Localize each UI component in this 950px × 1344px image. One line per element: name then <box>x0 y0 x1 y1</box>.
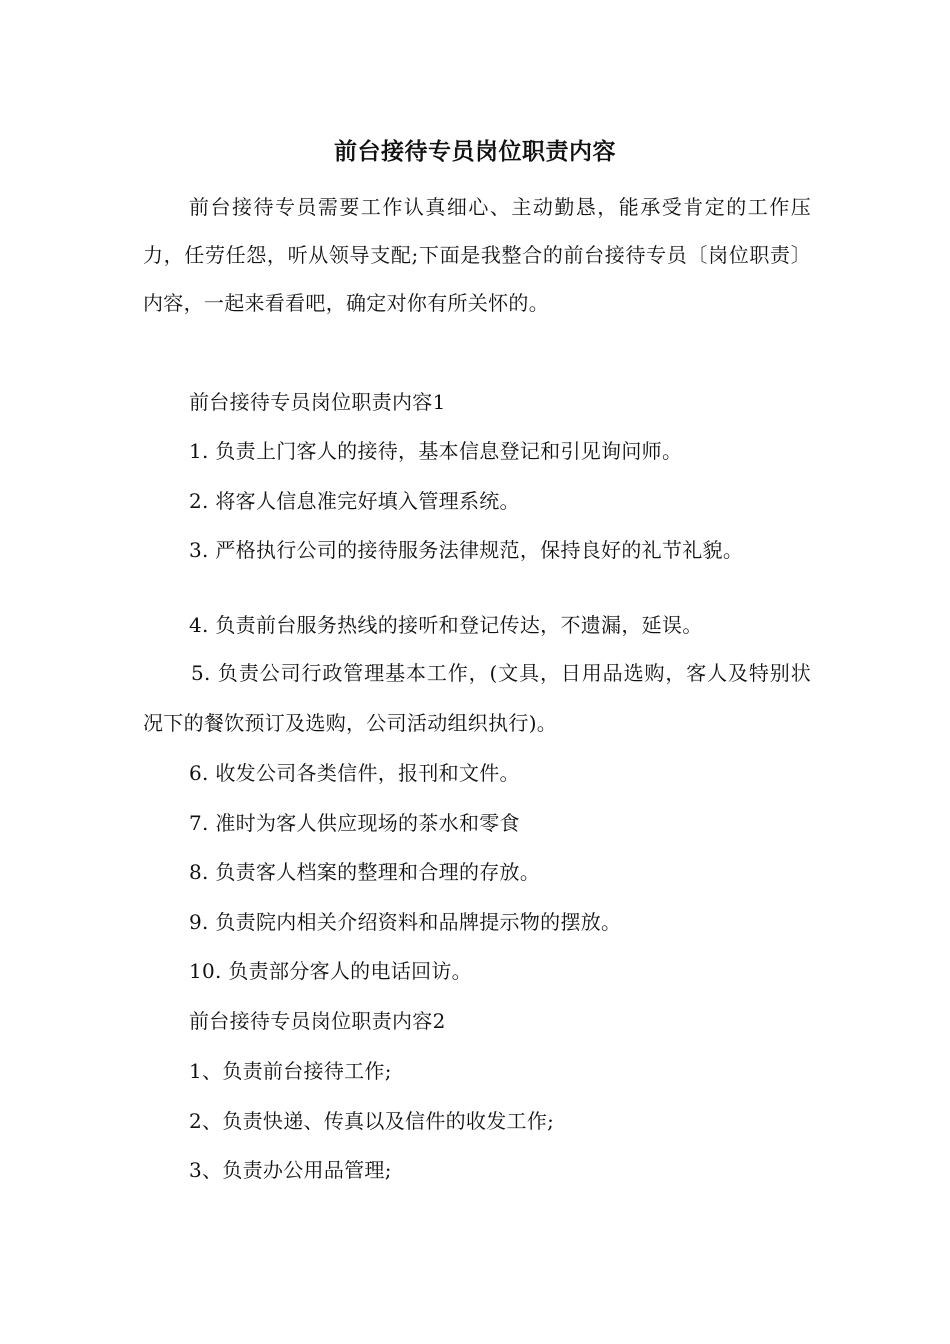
list-item: 5. 负责公司行政管理基本工作，(文具，日用品选购，客人及特别状况下的餐饮预订及选购，公司活动组织执行)。 <box>143 661 811 735</box>
section1-heading: 前台接待专员岗位职责内容1 <box>189 390 446 414</box>
list-item: 3. 严格执行公司的接待服务法律规范，保持良好的礼节礼貌。 <box>189 538 744 562</box>
section2-heading: 前台接待专员岗位职责内容2 <box>189 1009 446 1033</box>
list-item: 7. 准时为客人供应现场的茶水和零食 <box>189 811 520 835</box>
list-item: 10. 负责部分客人的电话回访。 <box>189 959 472 983</box>
list-item: 2. 将客人信息准完好填入管理系统。 <box>189 489 520 513</box>
list-item: 8. 负责客人档案的整理和合理的存放。 <box>189 860 541 884</box>
intro-paragraph: 前台接待专员需要工作认真细心、主动勤恳，能承受肯定的工作压力，任劳任怨，听从领导支配;下面是我整合的前台接待专员〔岗位职责〕内容，一起来看看吧，确定对你有所关怀的。 <box>143 195 811 315</box>
list-item: 3、负责办公用品管理; <box>189 1158 392 1182</box>
list-item: 4. 负责前台服务热线的接听和登记传达，不遗漏，延误。 <box>189 613 703 637</box>
list-item: 1、负责前台接待工作; <box>189 1059 392 1083</box>
document-title: 前台接待专员岗位职责内容 <box>334 138 616 165</box>
list-item: 1. 负责上门客人的接待，基本信息登记和引见询问师。 <box>189 439 683 463</box>
list-item: 9. 负责院内相关介绍资料和品牌提示物的摆放。 <box>189 910 622 934</box>
list-item: 6. 收发公司各类信件，报刊和文件。 <box>189 761 520 785</box>
list-item: 2、负责快递、传真以及信件的收发工作; <box>189 1109 555 1133</box>
